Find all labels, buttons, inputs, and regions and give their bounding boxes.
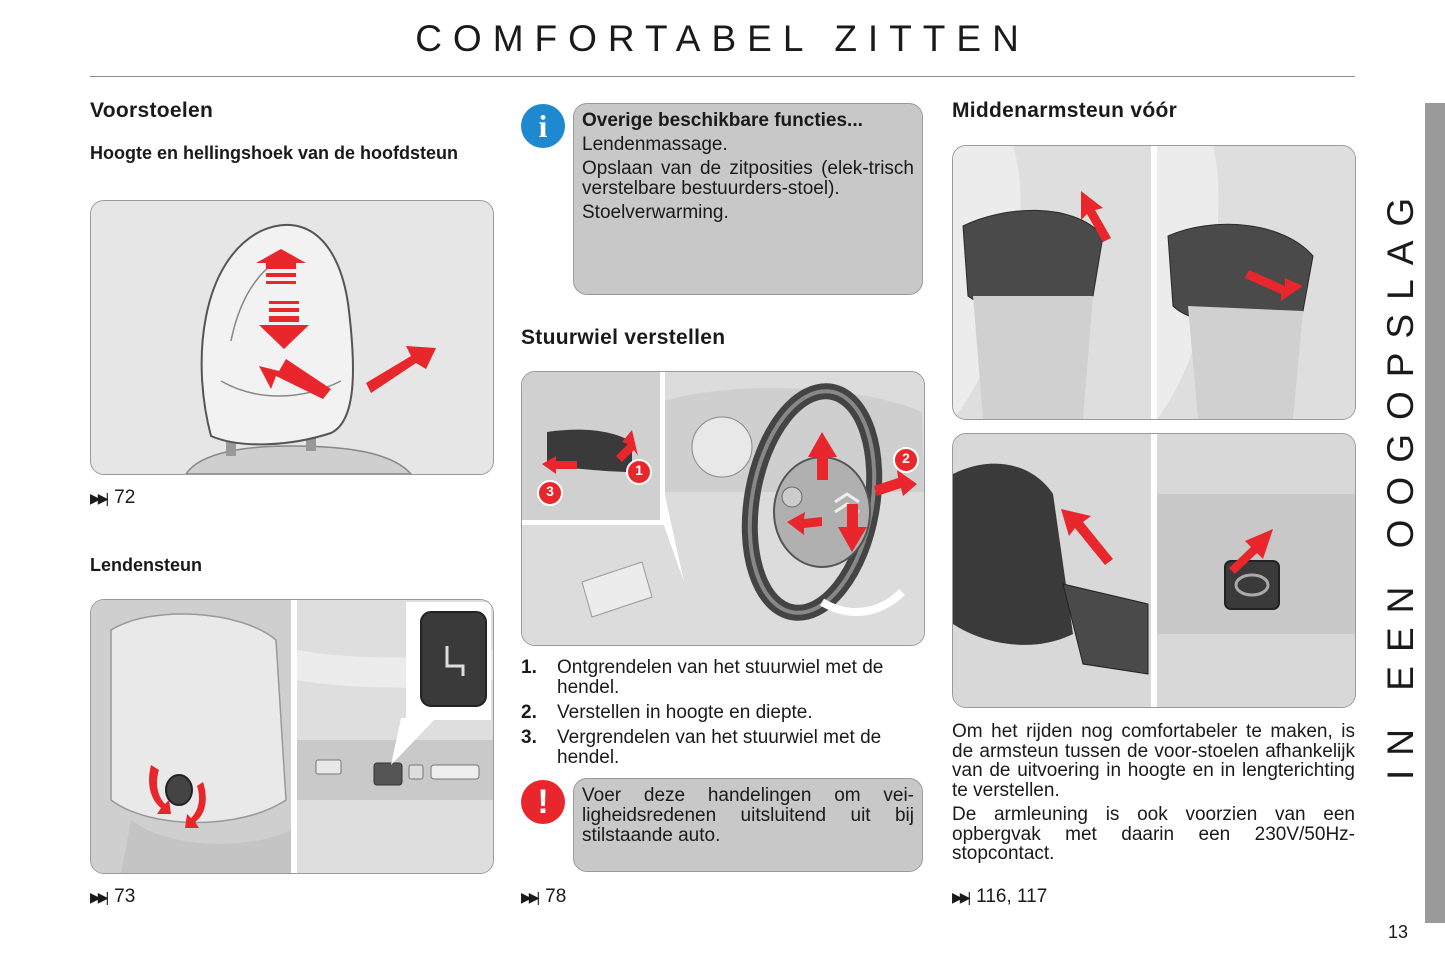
heading-voorstoelen: Voorstoelen xyxy=(90,99,214,122)
callout-2: 2 xyxy=(902,450,910,466)
page-reference-116-117[interactable] xyxy=(952,886,1047,908)
page-reference-72[interactable] xyxy=(90,487,135,509)
page-reference-78[interactable] xyxy=(521,886,566,908)
info-item: Opslaan van de zitposities (elek-trisch verstelbare bestuurders-stoel). xyxy=(582,158,914,199)
next-page-icon: ▶▶| xyxy=(521,888,538,905)
page-number: 13 xyxy=(1388,922,1409,942)
callout-3: 3 xyxy=(546,483,554,499)
list-item: 1. Ontgrendelen van het stuurwiel met de hendel. xyxy=(521,657,884,698)
page-title: COMFORTABEL ZITTEN xyxy=(415,18,1030,59)
list-item: 2. Verstellen in hoogte en diepte. xyxy=(521,702,813,723)
info-box xyxy=(573,103,923,295)
heading-middenarmsteun: Middenarmsteun vóór xyxy=(952,99,1178,122)
title-divider xyxy=(90,76,1355,77)
page-reference-number: 78 xyxy=(545,886,567,907)
next-page-icon: ▶▶| xyxy=(90,888,107,905)
side-tab-bar xyxy=(1425,103,1445,923)
headrest-illustration xyxy=(90,200,494,475)
warning-text: Voer deze handelingen om vei-ligheidsredenen uitsluitend uit bij stilstaande auto. xyxy=(582,785,914,846)
page-reference-number: 73 xyxy=(114,886,136,907)
lumbar-support-illustration xyxy=(90,599,494,874)
warning-box xyxy=(573,778,923,872)
next-page-icon: ▶▶| xyxy=(90,489,107,506)
armrest-paragraph-2: De armleuning is ook voorzien van een opbergvak met daarin een 230V/50Hz-stopcontact. xyxy=(952,804,1355,864)
heading-stuurwiel: Stuurwiel verstellen xyxy=(521,326,726,349)
subheading-hoofdsteun: Hoogte en hellingshoek van de hoofdsteun xyxy=(90,143,459,163)
armrest-paragraph-1: Om het rijden nog comfortabeler te maken, is de armsteun tussen de voor-stoelen afhankelijk van de uitvoering in hoogte en in lengterichting te verstellen. xyxy=(952,721,1355,801)
page-reference-number: 72 xyxy=(114,487,136,508)
side-tab-label: IN EEN OOGOPSLAG xyxy=(1380,183,1421,780)
armrest-adjust-illustration xyxy=(952,145,1356,420)
info-icon: i xyxy=(521,104,565,148)
info-item: Lendenmassage. xyxy=(582,134,728,155)
info-box-title: Overige beschikbare functies... xyxy=(582,110,863,131)
callout-1: 1 xyxy=(635,462,643,478)
heading-lendensteun: Lendensteun xyxy=(90,555,203,575)
warning-icon: ! xyxy=(521,780,565,824)
info-item: Stoelverwarming. xyxy=(582,202,729,223)
armrest-storage-illustration xyxy=(952,433,1356,708)
list-item: 3. Vergrendelen van het stuurwiel met de hendel. xyxy=(521,727,882,768)
steps-list xyxy=(521,658,924,773)
page-reference-73[interactable] xyxy=(90,886,135,908)
page-reference-number: 116, 117 xyxy=(976,886,1048,907)
steering-wheel-illustration xyxy=(521,371,925,646)
next-page-icon: ▶▶| xyxy=(952,888,969,905)
